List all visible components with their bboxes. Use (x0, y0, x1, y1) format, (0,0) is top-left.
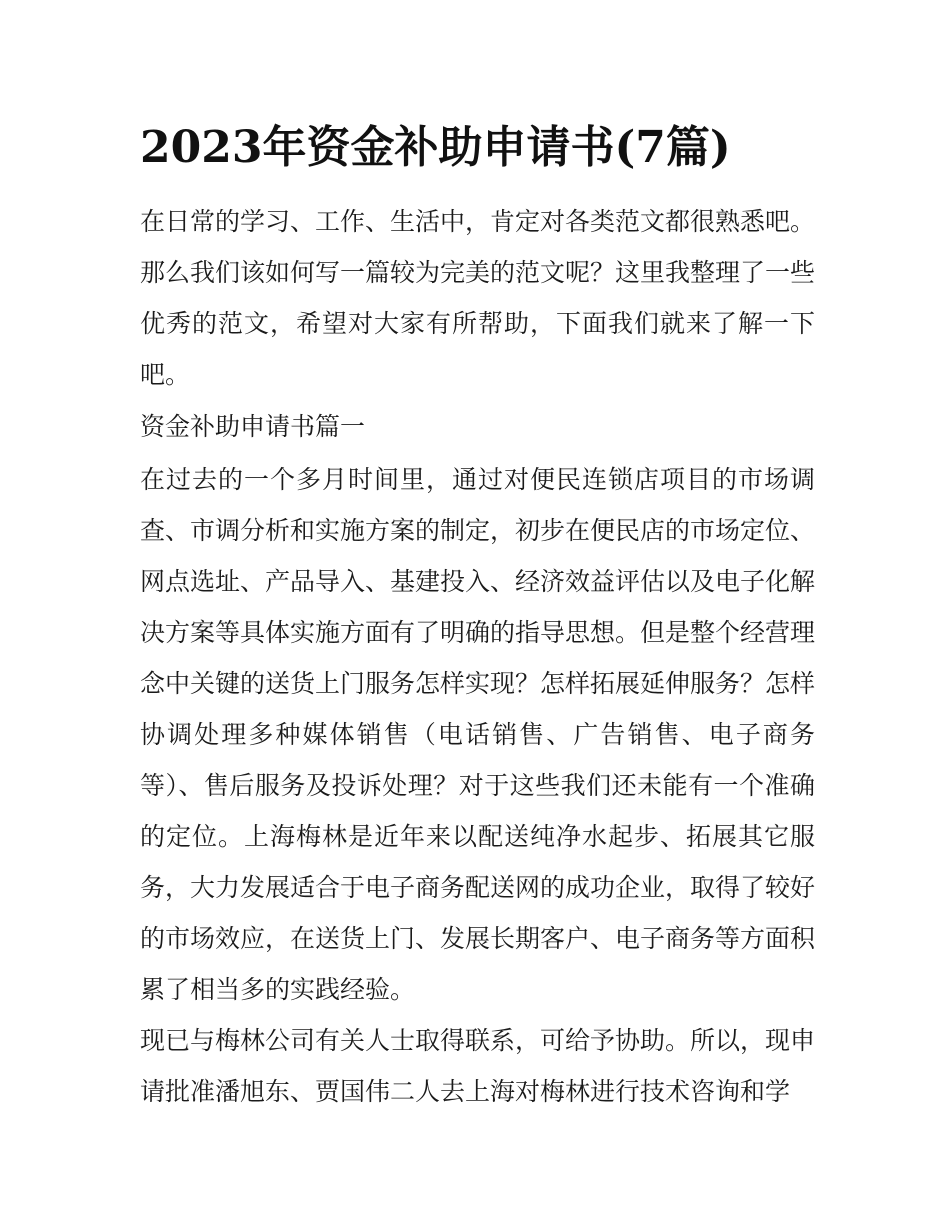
intro-paragraph: 在日常的学习、工作、生活中，肯定对各类范文都很熟悉吧。那么我们该如何写一篇较为完美的范文呢？这里我整理了一些优秀的范文，希望对大家有所帮助，下面我们就来了解一下吧。 (140, 207, 816, 389)
body-paragraph: 现已与梅林公司有关人士取得联系，可给予协助。所以，现申请批准潘旭东、贾国伟二人去上海对梅林进行技术咨询和学 (140, 1026, 816, 1106)
section-heading: 资金补助申请书篇一 (140, 412, 366, 441)
body-paragraph: 在过去的一个多月时间里，通过对便民连锁店项目的市场调查、市调分析和实施方案的制定，初步在便民店的市场定位、网点选址、产品导入、基建投入、经济效益评估以及电子化解决方案等具体实施方面有了明确的指导思想。但是整个经营理念中关键的送货上门服务怎样实现？怎样拓展延伸服务？怎样协调处理多种媒体销售（电话销售、广告销售、电子商务等）、售后服务及投诉处理？对于这些我们还未能有一个准确的定位。上海梅林是近年来以配送纯净水起步、拓展其它服务，大力发展适合于电子商务配送网的成功企业，取得了较好的市场效应，在送货上门、发展长期客户、电子商务等方面积累了相当多的实践经验。 (140, 465, 816, 1004)
document-title: 2023年资金补助申请书(7篇) (140, 122, 731, 173)
document-body (140, 196, 815, 1117)
